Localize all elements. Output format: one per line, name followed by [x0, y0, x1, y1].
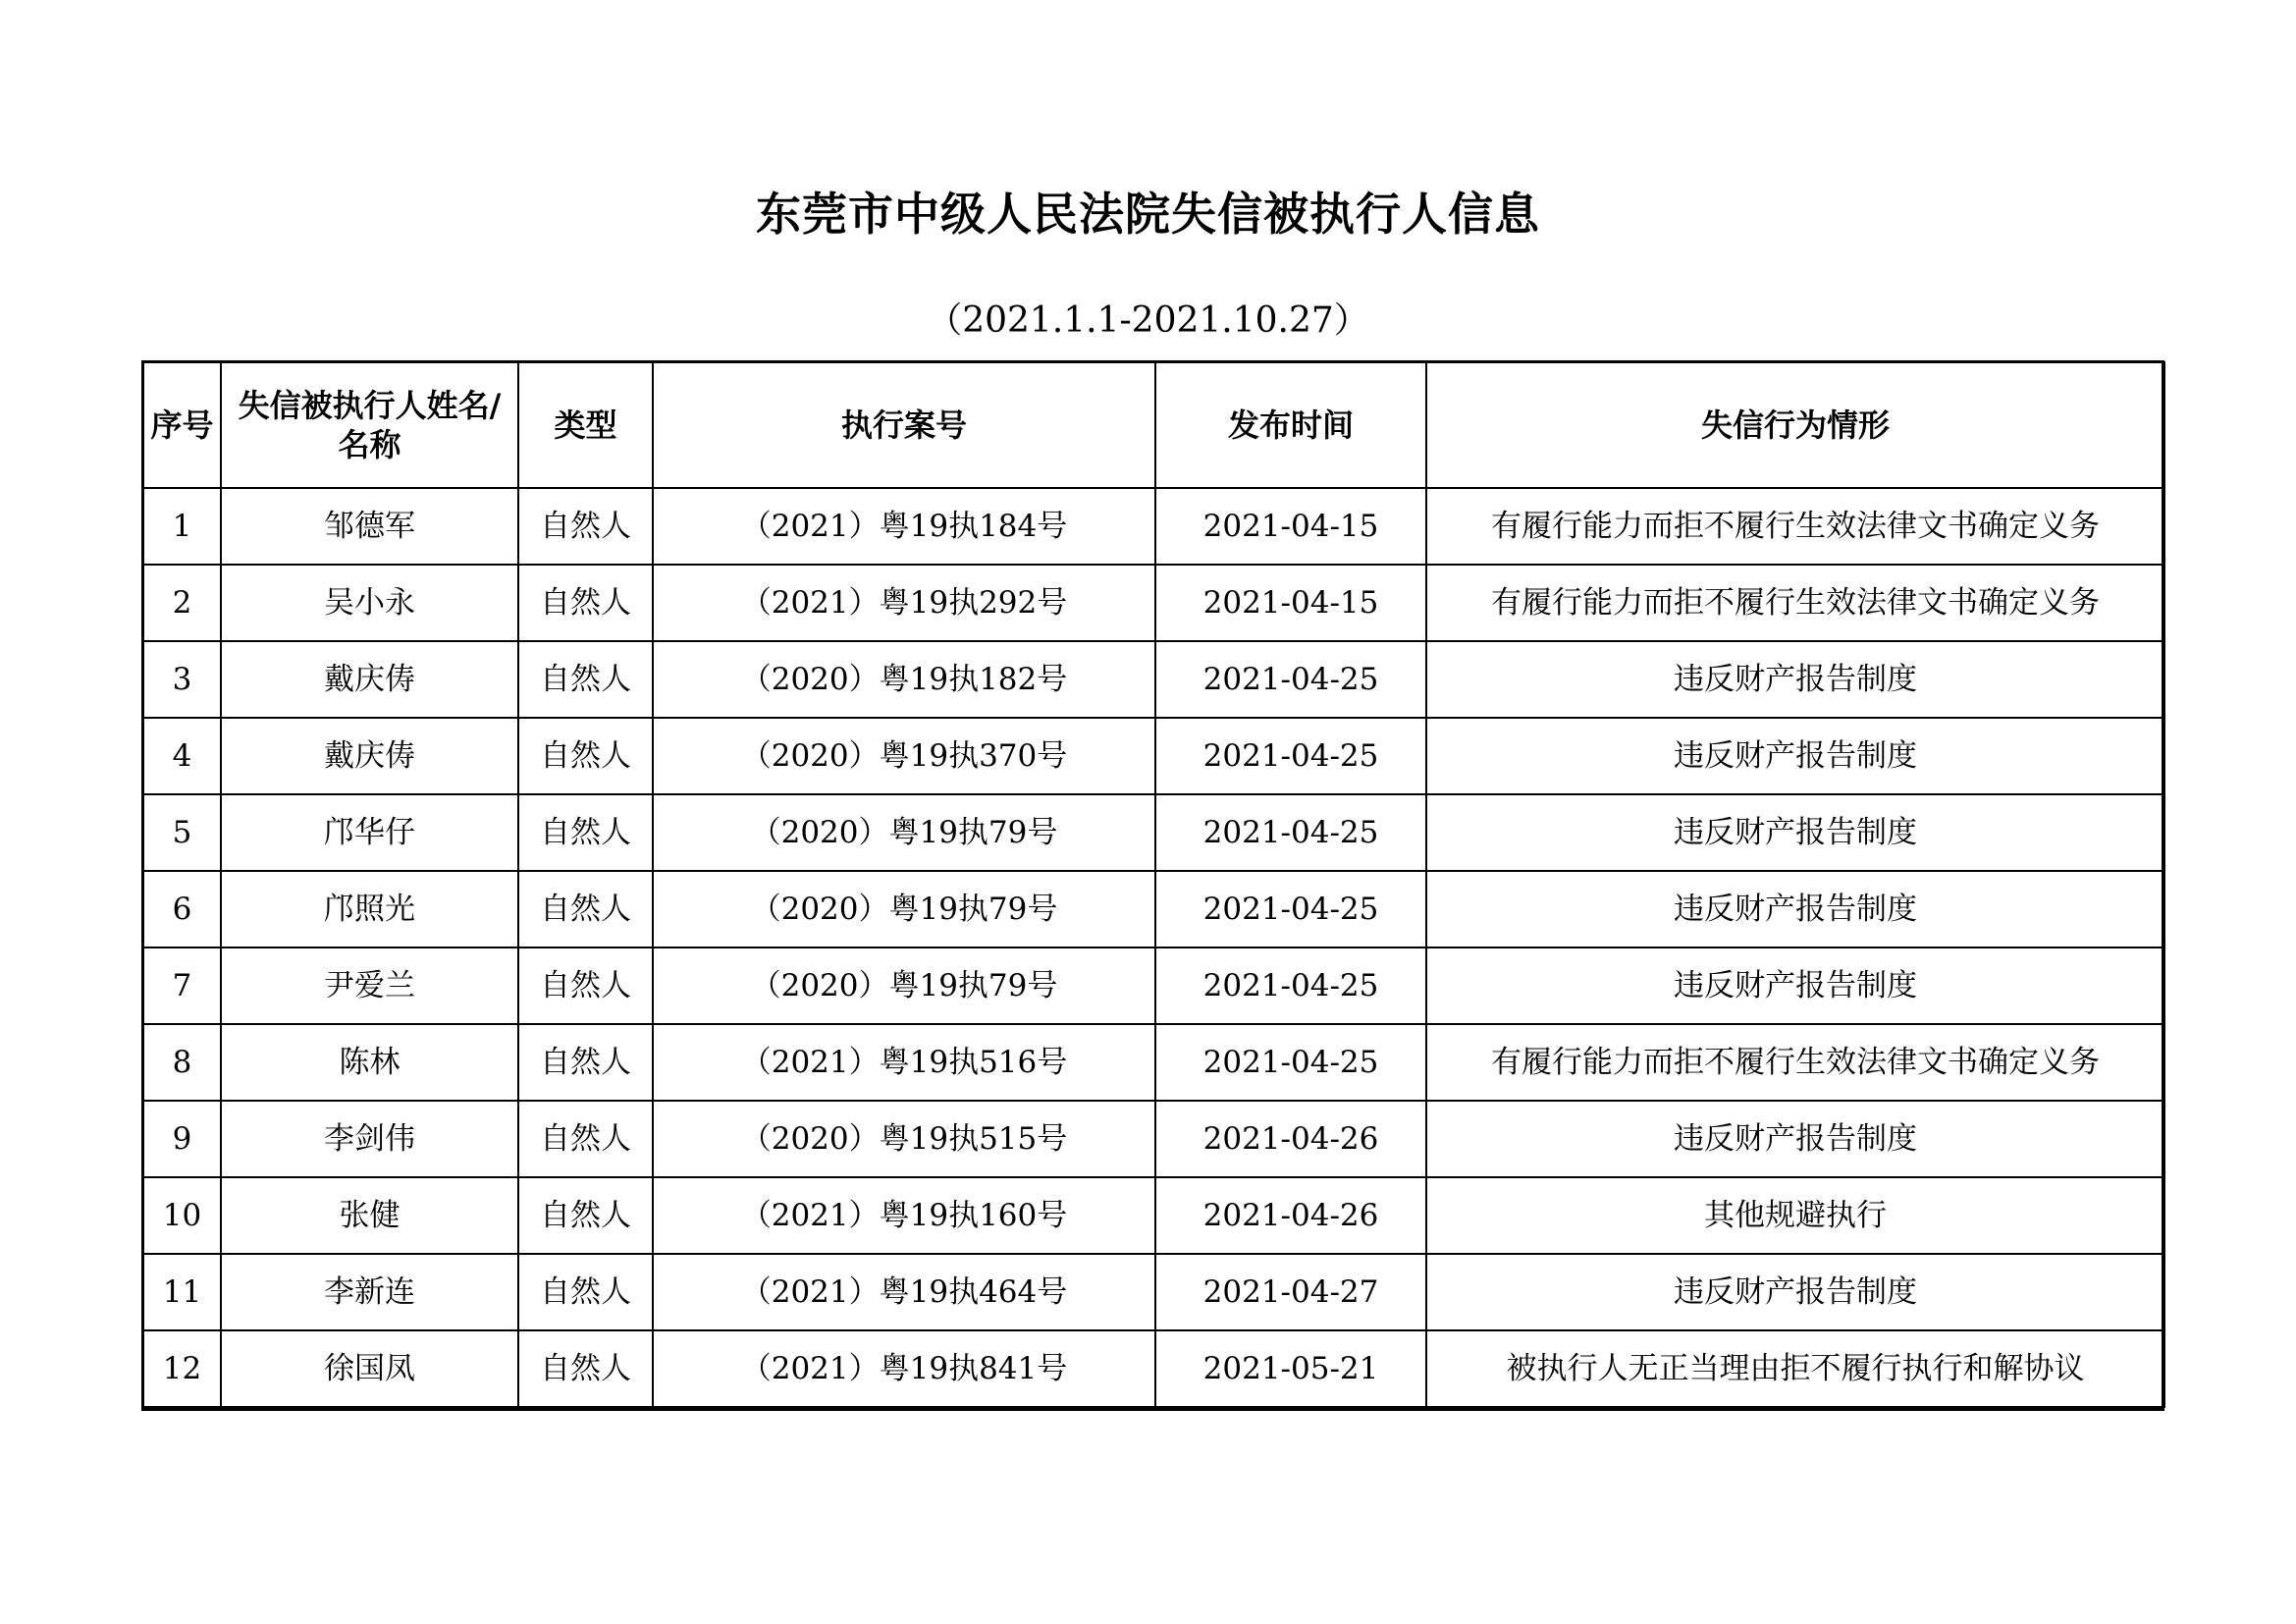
cell-case-number: （2021）粤19执292号	[653, 565, 1155, 641]
cell-behavior: 违反财产报告制度	[1426, 871, 2164, 947]
cell-index: 4	[143, 718, 221, 794]
cell-behavior: 被执行人无正当理由拒不履行执行和解协议	[1426, 1330, 2164, 1407]
cell-publish-date: 2021-04-15	[1155, 565, 1426, 641]
table-row	[143, 1101, 2164, 1177]
cell-index: 11	[143, 1254, 221, 1330]
header-case-number: 执行案号	[653, 362, 1155, 488]
cell-behavior: 违反财产报告制度	[1426, 1101, 2164, 1177]
cell-name: 邹德军	[221, 488, 518, 565]
cell-type: 自然人	[518, 1024, 653, 1101]
cell-name: 张健	[221, 1177, 518, 1254]
table-body	[143, 488, 2164, 1407]
cell-publish-date: 2021-04-15	[1155, 488, 1426, 565]
table-row	[143, 718, 2164, 794]
cell-behavior: 违反财产报告制度	[1426, 718, 2164, 794]
table-row	[143, 1177, 2164, 1254]
cell-name: 陈林	[221, 1024, 518, 1101]
cell-behavior: 有履行能力而拒不履行生效法律文书确定义务	[1426, 565, 2164, 641]
cell-index: 7	[143, 947, 221, 1024]
cell-type: 自然人	[518, 1330, 653, 1407]
cell-type: 自然人	[518, 641, 653, 718]
cell-type: 自然人	[518, 718, 653, 794]
cell-index: 9	[143, 1101, 221, 1177]
cell-case-number: （2020）粤19执79号	[653, 794, 1155, 871]
cell-publish-date: 2021-04-25	[1155, 1024, 1426, 1101]
cell-publish-date: 2021-04-25	[1155, 794, 1426, 871]
cell-case-number: （2021）粤19执841号	[653, 1330, 1155, 1407]
cell-type: 自然人	[518, 565, 653, 641]
cell-type: 自然人	[518, 947, 653, 1024]
cell-name: 戴庆俦	[221, 718, 518, 794]
header-name: 失信被执行人姓名/名称	[221, 362, 518, 488]
cell-case-number: （2021）粤19执184号	[653, 488, 1155, 565]
header-publish-date: 发布时间	[1155, 362, 1426, 488]
cell-index: 8	[143, 1024, 221, 1101]
cell-index: 5	[143, 794, 221, 871]
table-row	[143, 488, 2164, 565]
cell-publish-date: 2021-04-26	[1155, 1177, 1426, 1254]
cell-publish-date: 2021-04-25	[1155, 871, 1426, 947]
cell-behavior: 违反财产报告制度	[1426, 1254, 2164, 1330]
cell-name: 邝华仔	[221, 794, 518, 871]
cell-publish-date: 2021-05-21	[1155, 1330, 1426, 1407]
header-row	[143, 362, 2164, 488]
cell-type: 自然人	[518, 1101, 653, 1177]
table-row	[143, 1254, 2164, 1330]
cell-name: 李剑伟	[221, 1101, 518, 1177]
date-range: （2021.1.1-2021.10.27）	[927, 300, 1369, 341]
cell-type: 自然人	[518, 488, 653, 565]
cell-behavior: 违反财产报告制度	[1426, 641, 2164, 718]
cell-case-number: （2020）粤19执370号	[653, 718, 1155, 794]
cell-type: 自然人	[518, 871, 653, 947]
cell-index: 1	[143, 488, 221, 565]
cell-index: 2	[143, 565, 221, 641]
cell-publish-date: 2021-04-25	[1155, 641, 1426, 718]
table-row	[143, 565, 2164, 641]
cell-case-number: （2020）粤19执515号	[653, 1101, 1155, 1177]
table-row	[143, 871, 2164, 947]
cell-name: 李新连	[221, 1254, 518, 1330]
cell-name: 尹爱兰	[221, 947, 518, 1024]
dishonest-persons-table	[142, 361, 2165, 1408]
header-behavior: 失信行为情形	[1426, 362, 2164, 488]
table-row	[143, 1330, 2164, 1407]
cell-index: 3	[143, 641, 221, 718]
cell-publish-date: 2021-04-26	[1155, 1101, 1426, 1177]
cell-case-number: （2021）粤19执160号	[653, 1177, 1155, 1254]
cell-publish-date: 2021-04-25	[1155, 947, 1426, 1024]
table-row	[143, 947, 2164, 1024]
cell-behavior: 有履行能力而拒不履行生效法律文书确定义务	[1426, 488, 2164, 565]
table-row	[143, 641, 2164, 718]
cell-type: 自然人	[518, 1177, 653, 1254]
cell-index: 12	[143, 1330, 221, 1407]
cell-publish-date: 2021-04-25	[1155, 718, 1426, 794]
cell-name: 吴小永	[221, 565, 518, 641]
cell-case-number: （2020）粤19执79号	[653, 871, 1155, 947]
cell-case-number: （2021）粤19执516号	[653, 1024, 1155, 1101]
table-header	[143, 362, 2164, 488]
cell-name: 戴庆俦	[221, 641, 518, 718]
table-row	[143, 794, 2164, 871]
cell-index: 10	[143, 1177, 221, 1254]
cell-case-number: （2020）粤19执79号	[653, 947, 1155, 1024]
cell-behavior: 违反财产报告制度	[1426, 947, 2164, 1024]
cell-behavior: 违反财产报告制度	[1426, 794, 2164, 871]
cell-behavior: 有履行能力而拒不履行生效法律文书确定义务	[1426, 1024, 2164, 1101]
cell-name: 徐国凤	[221, 1330, 518, 1407]
document-title: 东莞市中级人民法院失信被执行人信息	[756, 188, 1540, 241]
header-type: 类型	[518, 362, 653, 488]
cell-publish-date: 2021-04-27	[1155, 1254, 1426, 1330]
header-index: 序号	[143, 362, 221, 488]
cell-type: 自然人	[518, 1254, 653, 1330]
table-row	[143, 1024, 2164, 1101]
cell-type: 自然人	[518, 794, 653, 871]
cell-name: 邝照光	[221, 871, 518, 947]
cell-case-number: （2021）粤19执464号	[653, 1254, 1155, 1330]
cell-behavior: 其他规避执行	[1426, 1177, 2164, 1254]
cell-case-number: （2020）粤19执182号	[653, 641, 1155, 718]
cell-index: 6	[143, 871, 221, 947]
